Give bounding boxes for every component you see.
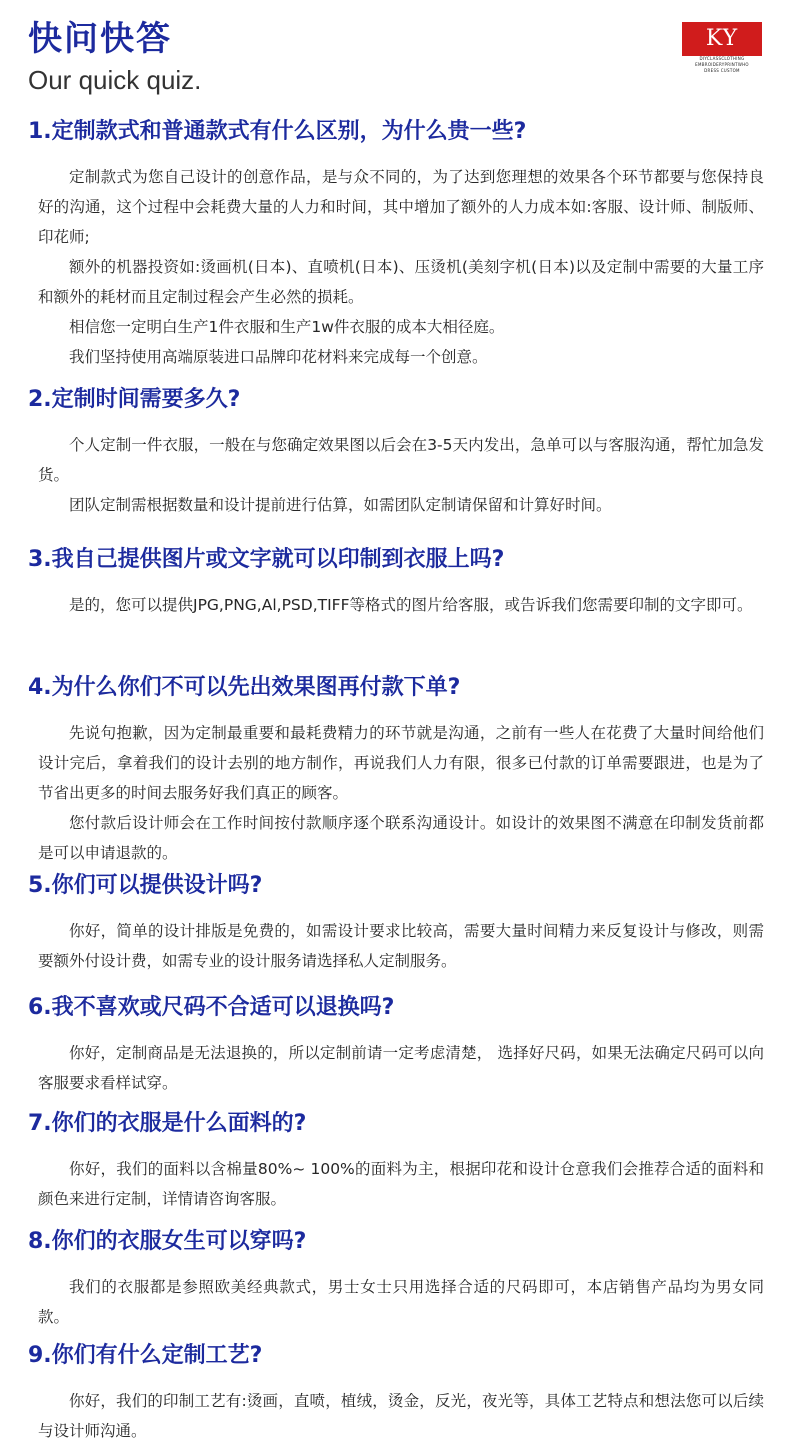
faq-answer: 我们的衣服都是参照欧美经典款式，男士女士只用选择合适的尺码即可，本店销售产品均为男女同款。 (38, 1278, 764, 1326)
faq-answer: 我们坚持使用高端原装进口品牌印花材料来完成每一个创意。 (69, 348, 488, 366)
logo-text-line-3: DRESS CUSTOM (704, 68, 740, 73)
faq-question: 8.你们的衣服女生可以穿吗? (28, 1229, 307, 1254)
faq-question: 5.你们可以提供设计吗? (28, 873, 263, 898)
logo-text-line-1: DIYCLASSCLOTHING (699, 56, 745, 61)
faq-item-7 (28, 1110, 764, 1214)
faq-item-5 (28, 872, 764, 976)
faq-question: 2.定制时间需要多久? (28, 387, 241, 412)
faq-item-4 (28, 674, 764, 868)
faq-answer: 你好，定制商品是无法退换的，所以定制前请一定考虑清楚， 选择好尺码，如果无法确定尺码可以向客服要求看样试穿。 (38, 1044, 764, 1092)
faq-answer: 您付款后设计师会在工作时间按付款顺序逐个联系沟通设计。如设计的效果图不满意在印制发货前都是可以申请退款的。 (38, 814, 764, 862)
faq-answer: 个人定制一件衣服，一般在与您确定效果图以后会在3-5天内发出，急单可以与客服沟通，帮忙加急发货。 (38, 436, 764, 484)
faq-item-2 (28, 386, 764, 520)
faq-answer: 相信您一定明白生产1件衣服和生产1w件衣服的成本大相径庭。 (69, 318, 505, 336)
faq-question: 3.我自己提供图片或文字就可以印制到衣服上吗? (28, 547, 505, 572)
faq-question: 7.你们的衣服是什么面料的? (28, 1111, 307, 1136)
faq-answer: 是的，您可以提供JPG,PNG,Al,PSD,TIFF等格式的图片给客服，或告诉我们您需要印制的文字即可。 (69, 596, 753, 614)
faq-answer: 先说句抱歉，因为定制最重要和最耗费精力的环节就是沟通，之前有一些人在花费了大量时间给他们设计完后，拿着我们的设计去别的地方制作，再说我们人力有限，很多已付款的订单需要跟进，也是为了节省出更多的时间去服务好我们真正的顾客。 (38, 724, 764, 802)
faq-item-1 (28, 118, 764, 372)
faq-question: 6.我不喜欢或尺码不合适可以退换吗? (28, 995, 395, 1020)
faq-answer: 额外的机器投资如:烫画机(日本)、直喷机(日本)、压烫机(美刻字机(日本)以及定制中需要的大量工序和额外的耗材而且定制过程会产生必然的损耗。 (38, 258, 764, 306)
faq-item-3 (28, 546, 764, 620)
brand-logo (682, 22, 762, 74)
faq-question: 1.定制款式和普通款式有什么区别，为什么贵一些? (28, 119, 527, 144)
page-title: 快问快答 (28, 19, 172, 59)
faq-question: 4.为什么你们不可以先出效果图再付款下单? (28, 675, 461, 700)
logo-mark-box (682, 22, 762, 56)
faq-answer: 你好，我们的印制工艺有:烫画，直喷，植绒，烫金，反光，夜光等，具体工艺特点和想法您可以后续与设计师沟通。 (38, 1392, 764, 1440)
logo-text-line-2: EMBROIDERYPRINTWHO (695, 62, 749, 67)
logo-mark: KY (705, 26, 739, 51)
faq-answer: 定制款式为您自己设计的创意作品，是与众不同的，为了达到您理想的效果各个环节都要与您保持良好的沟通，这个过程中会耗费大量的人力和时间，其中增加了额外的人力成本如:客服、设计师、制版师、印花师; (38, 168, 764, 246)
faq-answer: 团队定制需根据数量和设计提前进行估算，如需团队定制请保留和计算好时间。 (69, 496, 612, 514)
faq-answer: 你好，我们的面料以含棉量80%~ 100%的面料为主，根据印花和设计仓意我们会推荐合适的面料和颜色来进行定制，详情请咨询客服。 (38, 1160, 764, 1208)
faq-answer: 你好，简单的设计排版是免费的，如需设计要求比较高，需要大量时间精力来反复设计与修改，则需要额外付设计费，如需专业的设计服务请选择私人定制服务。 (38, 922, 764, 970)
faq-item-9 (28, 1342, 764, 1446)
faq-item-6 (28, 994, 764, 1098)
page-header (28, 18, 201, 96)
faq-question: 9.你们有什么定制工艺? (28, 1343, 263, 1368)
faq-item-8 (28, 1228, 764, 1332)
page-subtitle: Our quick quiz. (28, 65, 202, 95)
